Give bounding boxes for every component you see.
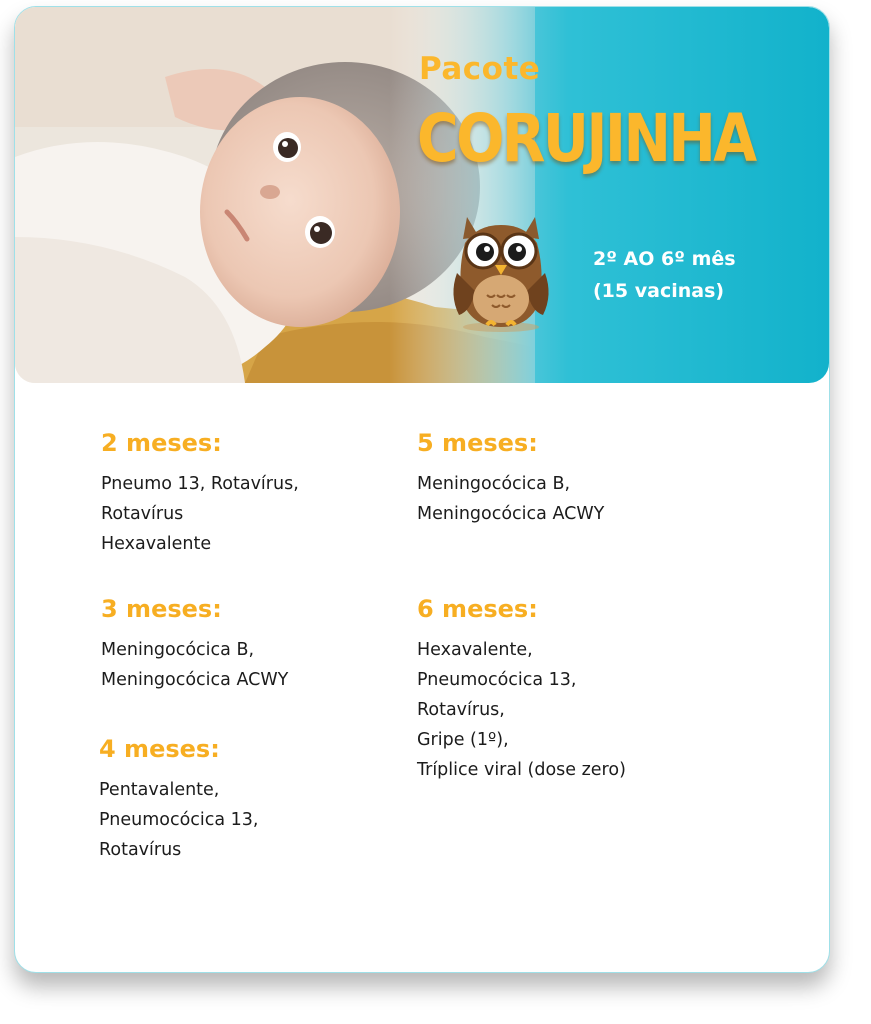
vaccine-item: Rotavírus: [99, 840, 182, 860]
vaccine-item: Tríplice viral (dose zero): [417, 760, 626, 780]
vaccine-item: Meningocócica B,: [101, 640, 255, 660]
package-banner: [15, 7, 829, 383]
vaccine-item: Pneumocócica 13,: [99, 810, 259, 830]
group-title: 2 meses:: [101, 429, 222, 457]
vaccine-item: Gripe (1º),: [417, 730, 509, 750]
package-card: [14, 6, 830, 973]
vaccine-count: (15 vacinas): [593, 280, 725, 302]
owl-icon: [445, 203, 557, 335]
vaccine-item: Pneumocócica 13,: [417, 670, 577, 690]
vaccine-item: Rotavírus: [101, 504, 184, 524]
schedule-group-4-meses: [99, 735, 399, 865]
schedule-group-3-meses: [101, 595, 401, 695]
group-title: 4 meses:: [99, 735, 220, 763]
schedule-group-5-meses: [417, 429, 717, 529]
group-title: 3 meses:: [101, 595, 222, 623]
vaccine-item: Hexavalente: [101, 534, 212, 554]
vaccine-item: Meningocócica B,: [417, 474, 571, 494]
vaccine-item: Pneumo 13, Rotavírus,: [101, 474, 299, 494]
age-range-info: [593, 243, 803, 307]
package-label: Pacote: [419, 51, 541, 87]
package-name: CORUJINHA: [417, 100, 755, 177]
group-title: 5 meses:: [417, 429, 538, 457]
vaccine-item: Pentavalente,: [99, 780, 220, 800]
age-range: 2º AO 6º mês: [593, 248, 736, 270]
vaccine-item: Meningocócica ACWY: [417, 504, 605, 524]
schedule-group-6-meses: [417, 595, 717, 785]
schedule-group-2-meses: [101, 429, 401, 559]
vaccine-item: Hexavalente,: [417, 640, 533, 660]
group-title: 6 meses:: [417, 595, 538, 623]
vaccine-item: Meningocócica ACWY: [101, 670, 289, 690]
vaccine-item: Rotavírus,: [417, 700, 505, 720]
